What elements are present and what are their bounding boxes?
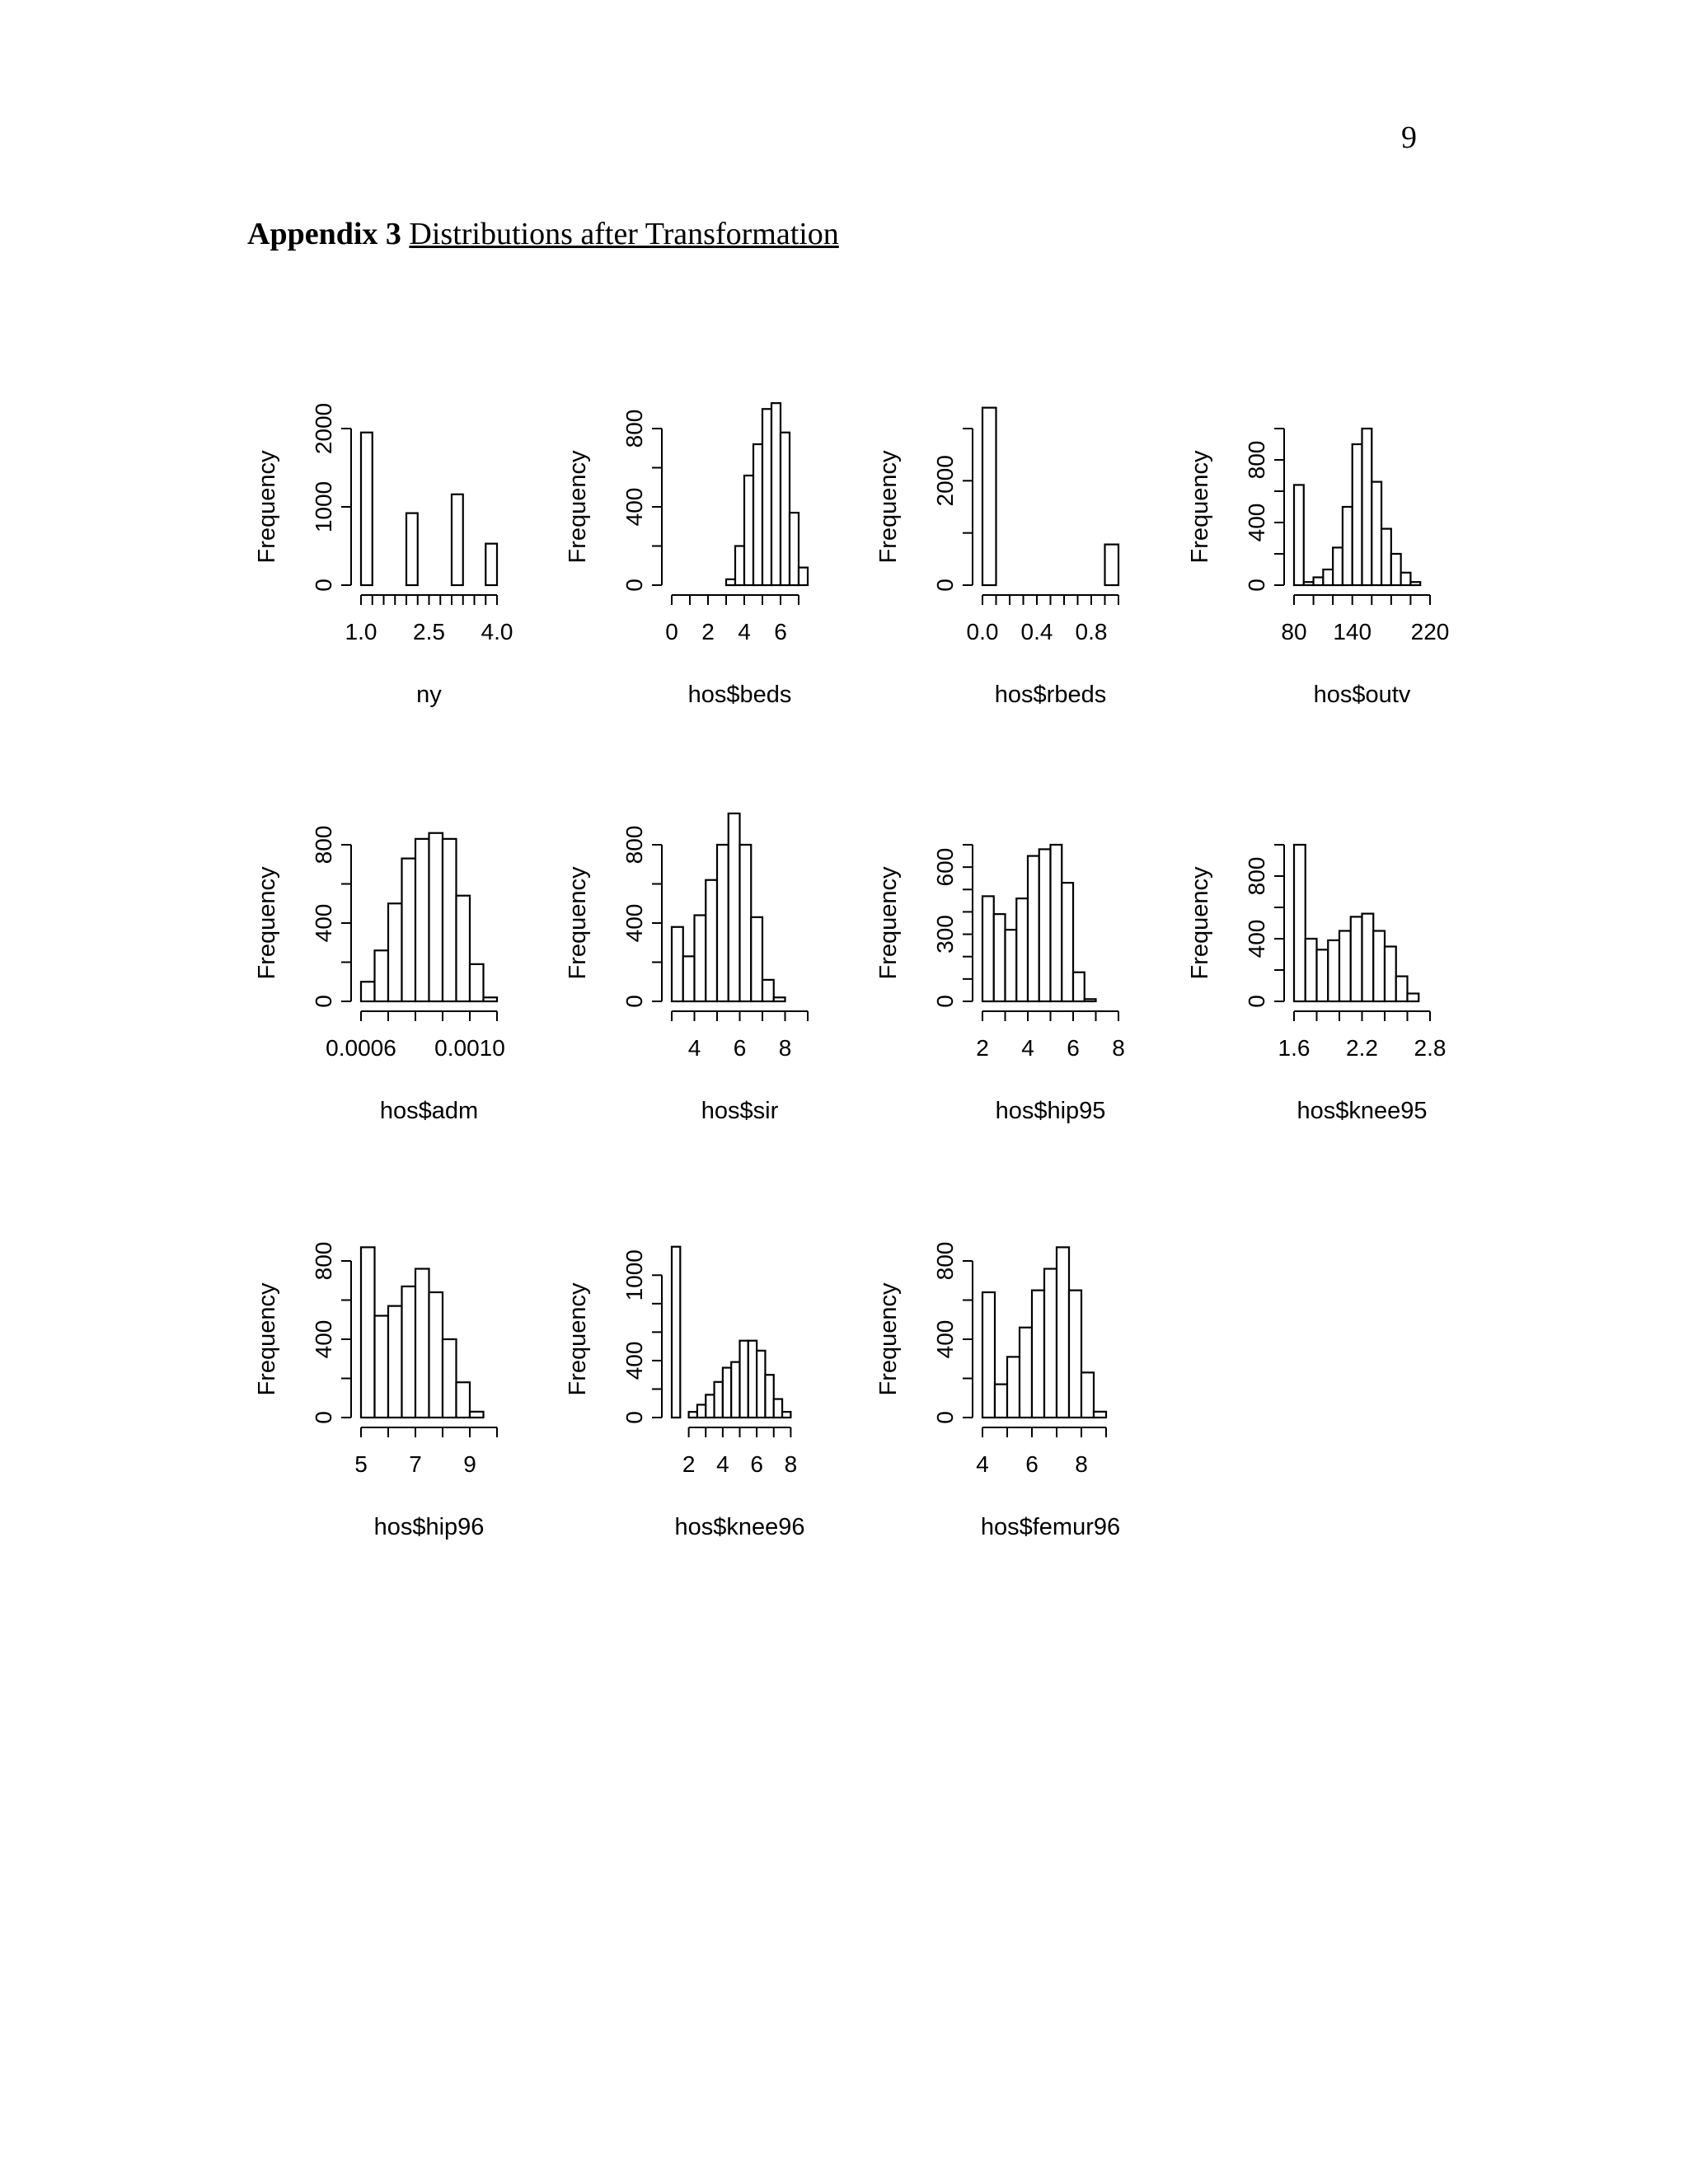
histogram-bar — [1351, 916, 1362, 1001]
x-tick-label: 220 — [1410, 619, 1450, 644]
histogram-bar — [388, 903, 402, 1001]
histogram-bar — [1085, 999, 1096, 1001]
x-axis-label: hos$femur96 — [980, 1514, 1121, 1540]
histogram-bar — [672, 927, 683, 1001]
x-tick-label: 4 — [1021, 1035, 1034, 1061]
x-tick-label: 9 — [463, 1451, 476, 1477]
y-axis-label: Frequency — [875, 450, 902, 564]
y-tick-label: 400 — [1244, 919, 1269, 958]
x-tick-label: 5 — [354, 1451, 368, 1477]
histogram-bar — [1028, 856, 1039, 1001]
histogram-bar — [415, 839, 429, 1001]
x-tick-label: 2.2 — [1346, 1035, 1378, 1061]
histogram-bar — [1391, 554, 1401, 585]
histogram-bar — [1062, 883, 1073, 1001]
histogram-bar — [765, 1375, 773, 1418]
x-tick-label: 4 — [976, 1451, 989, 1477]
x-tick-label: 2 — [976, 1035, 989, 1061]
histogram-bar — [731, 1362, 739, 1418]
y-tick-label: 0 — [932, 1411, 958, 1424]
y-tick-label: 0 — [311, 579, 336, 592]
histogram-bar — [1353, 444, 1362, 585]
histogram-8 — [254, 1242, 497, 1540]
histogram-9 — [565, 1247, 805, 1540]
y-tick-label: 800 — [621, 825, 647, 865]
y-tick-label: 0 — [1244, 579, 1269, 592]
histogram-bar — [375, 950, 389, 1001]
histogram-bar — [1410, 582, 1420, 585]
histogram-10 — [875, 1242, 1120, 1540]
y-tick-label: 0 — [932, 579, 958, 592]
histogram-bar — [995, 1385, 1007, 1418]
histogram-bar — [1294, 845, 1306, 1001]
histogram-bar — [740, 845, 752, 1001]
histogram-bar — [1333, 547, 1343, 585]
y-tick-label: 800 — [311, 825, 336, 865]
histogram-bar — [402, 1286, 416, 1418]
x-tick-label: 0 — [665, 619, 678, 644]
x-tick-label: 6 — [733, 1035, 747, 1061]
histogram-bar — [443, 839, 457, 1001]
histogram-bar — [1294, 485, 1304, 585]
x-axis-label: hos$beds — [687, 682, 792, 708]
histogram-bar — [452, 494, 463, 585]
histogram-bar — [1105, 545, 1119, 585]
x-tick-label: 0.8 — [1075, 619, 1108, 644]
histogram-bar — [706, 880, 717, 1001]
y-tick-label: 1000 — [311, 480, 336, 533]
histogram-bar — [1408, 994, 1419, 1002]
histogram-bar — [757, 1351, 765, 1418]
histogram-3 — [1187, 429, 1449, 708]
x-tick-label: 4 — [716, 1451, 729, 1477]
histogram-bar — [361, 1247, 375, 1418]
x-axis-label: ny — [416, 682, 442, 708]
histogram-bar — [1373, 931, 1385, 1002]
x-axis-label: hos$hip95 — [995, 1098, 1106, 1124]
histogram-bar — [799, 568, 808, 585]
x-axis-label: hos$knee95 — [1296, 1098, 1428, 1124]
histogram-bar — [790, 513, 799, 585]
histogram-4 — [254, 826, 505, 1124]
x-tick-label: 2 — [682, 1451, 696, 1477]
histogram-bar — [744, 476, 753, 585]
x-tick-label: 0.0 — [966, 619, 999, 644]
histogram-bar — [443, 1339, 457, 1418]
histogram-bar — [470, 1412, 484, 1418]
y-tick-label: 400 — [311, 1319, 336, 1359]
histogram-bar — [1343, 507, 1353, 585]
histogram-bar — [1304, 582, 1314, 585]
x-axis-label: hos$rbeds — [994, 682, 1107, 708]
histogram-2 — [875, 408, 1118, 708]
x-tick-label: 4.0 — [481, 619, 513, 644]
x-tick-label: 6 — [774, 619, 787, 644]
histogram-0 — [254, 403, 513, 708]
x-axis-label: hos$adm — [379, 1098, 479, 1124]
histogram-bar — [723, 1368, 731, 1418]
histogram-bar — [1007, 1357, 1020, 1418]
histogram-bar — [1317, 949, 1329, 1001]
y-tick-label: 800 — [1244, 856, 1269, 896]
histogram-bar — [457, 896, 471, 1001]
x-tick-label: 1.6 — [1278, 1035, 1311, 1061]
x-tick-label: 0.0010 — [434, 1035, 505, 1061]
histogram-bar — [1032, 1291, 1044, 1418]
histogram-bar — [1328, 940, 1339, 1001]
x-tick-label: 6 — [750, 1451, 763, 1477]
y-axis-label: Frequency — [565, 866, 591, 980]
x-axis-label: hos$outv — [1313, 682, 1411, 708]
histogram-bar — [1051, 845, 1062, 1001]
histogram-bar — [1385, 947, 1396, 1002]
y-tick-label: 0 — [1244, 995, 1269, 1008]
x-tick-label: 4 — [687, 1035, 701, 1061]
appendix-title: Distributions after Transformation — [409, 217, 839, 251]
histogram-bar — [753, 444, 762, 585]
appendix-label: Appendix 3 — [247, 217, 401, 251]
y-axis-label: Frequency — [1187, 450, 1213, 564]
histogram-bar — [1044, 1269, 1057, 1418]
y-tick-label: 0 — [621, 1411, 647, 1424]
histogram-bar — [782, 1412, 790, 1418]
y-tick-label: 800 — [1244, 440, 1269, 480]
x-tick-label: 140 — [1333, 619, 1372, 644]
histogram-bar — [994, 914, 1006, 1001]
x-tick-label: 8 — [1075, 1451, 1088, 1477]
y-axis-label: Frequency — [254, 866, 280, 980]
histogram-bar — [781, 433, 790, 585]
histogram-bar — [1362, 914, 1374, 1001]
x-tick-label: 8 — [778, 1035, 792, 1061]
y-tick-label: 0 — [621, 579, 647, 592]
y-tick-label: 400 — [621, 1341, 647, 1380]
histogram-bar — [1396, 977, 1408, 1001]
histogram-bar — [740, 1341, 748, 1418]
histogram-bar — [402, 859, 416, 1001]
y-tick-label: 600 — [932, 847, 958, 887]
y-axis-label: Frequency — [875, 866, 902, 980]
histogram-bar — [762, 980, 774, 1001]
x-tick-label: 2.8 — [1414, 1035, 1447, 1061]
histogram-bar — [361, 433, 373, 585]
histogram-bar — [726, 579, 735, 585]
histogram-bar — [361, 982, 375, 1001]
histogram-bar — [415, 1269, 429, 1418]
x-axis-label: hos$knee96 — [674, 1514, 805, 1540]
y-tick-label: 1000 — [621, 1249, 647, 1301]
y-tick-label: 400 — [621, 487, 647, 527]
histogram-1 — [565, 403, 808, 708]
histogram-bar — [982, 408, 996, 585]
x-axis-label: hos$hip96 — [373, 1514, 485, 1540]
x-tick-label: 2 — [701, 619, 715, 644]
histogram-bar — [457, 1382, 471, 1418]
y-tick-label: 2000 — [311, 402, 336, 455]
histogram-bar — [697, 1404, 706, 1418]
histogram-5 — [565, 813, 808, 1124]
histogram-bar — [1401, 573, 1411, 585]
histogram-bar — [774, 997, 785, 1001]
y-tick-label: 0 — [311, 995, 336, 1008]
y-tick-label: 800 — [311, 1241, 336, 1281]
x-tick-label: 1.0 — [345, 619, 377, 644]
histogram-7 — [1187, 845, 1446, 1124]
page-number: 9 — [1401, 120, 1417, 155]
histogram-6 — [875, 845, 1125, 1124]
histogram-bar — [735, 546, 744, 586]
histogram-bar — [715, 1382, 723, 1418]
histogram-bar — [695, 916, 706, 1002]
histogram-bar — [375, 1316, 389, 1418]
histogram-bar — [429, 833, 443, 1001]
x-axis-label: hos$sir — [701, 1098, 779, 1124]
y-tick-label: 400 — [932, 1319, 958, 1359]
x-tick-label: 4 — [738, 619, 751, 644]
histogram-bar — [406, 513, 418, 585]
y-tick-label: 800 — [621, 409, 647, 448]
y-tick-label: 0 — [932, 995, 958, 1008]
histogram-bar — [1314, 578, 1324, 586]
y-tick-label: 0 — [621, 995, 647, 1008]
histogram-bar — [683, 956, 695, 1001]
histogram-bar — [1094, 1412, 1106, 1418]
histogram-bar — [1372, 482, 1381, 585]
histogram-bar — [1020, 1328, 1032, 1418]
histogram-bar — [1306, 939, 1317, 1001]
histogram-bar — [1069, 1291, 1081, 1418]
y-tick-label: 0 — [311, 1411, 336, 1424]
histogram-bar — [470, 964, 484, 1001]
histogram-bar — [1073, 972, 1085, 1001]
x-tick-label: 0.4 — [1020, 619, 1053, 644]
histogram-bar — [429, 1292, 443, 1418]
x-tick-label: 6 — [1025, 1451, 1039, 1477]
histogram-bar — [672, 1247, 680, 1418]
histogram-bar — [774, 1399, 782, 1418]
y-axis-label: Frequency — [254, 1282, 280, 1396]
x-tick-label: 7 — [409, 1451, 422, 1477]
x-tick-label: 6 — [1067, 1035, 1080, 1061]
y-tick-label: 2000 — [932, 455, 958, 507]
histogram-bar — [485, 544, 497, 585]
histogram-bar — [771, 403, 781, 585]
y-tick-label: 800 — [932, 1241, 958, 1281]
histogram-bar — [1339, 931, 1351, 1002]
histogram-bar — [1039, 849, 1051, 1001]
histogram-bar — [982, 896, 994, 1001]
x-tick-label: 8 — [1112, 1035, 1125, 1061]
histogram-bar — [1016, 898, 1028, 1001]
y-axis-label: Frequency — [875, 1282, 902, 1396]
histogram-bar — [1057, 1247, 1069, 1418]
y-tick-label: 300 — [932, 915, 958, 954]
histogram-bar — [1381, 529, 1391, 585]
histogram-bar — [388, 1306, 402, 1418]
y-axis-label: Frequency — [1187, 866, 1213, 980]
x-tick-label: 2.5 — [413, 619, 445, 644]
histogram-bar — [717, 845, 729, 1001]
x-tick-label: 8 — [784, 1451, 798, 1477]
histogram-bar — [751, 917, 762, 1001]
y-tick-label: 400 — [311, 903, 336, 943]
histogram-bar — [706, 1394, 714, 1418]
histogram-bar — [484, 997, 498, 1001]
histogram-bar — [1323, 569, 1333, 585]
histogram-bar — [1362, 429, 1372, 585]
histogram-bar — [689, 1412, 697, 1418]
x-tick-label: 0.0006 — [326, 1035, 396, 1061]
y-axis-label: Frequency — [254, 450, 280, 564]
x-tick-label: 80 — [1281, 619, 1307, 644]
histogram-bar — [1081, 1372, 1094, 1418]
y-axis-label: Frequency — [565, 450, 591, 564]
histogram-bar — [729, 813, 740, 1001]
histogram-bar — [982, 1292, 995, 1418]
histogram-bar — [1006, 930, 1017, 1001]
histogram-bar — [762, 409, 771, 585]
histogram-bar — [748, 1341, 757, 1418]
y-tick-label: 400 — [1244, 503, 1269, 542]
y-tick-label: 400 — [621, 903, 647, 943]
y-axis-label: Frequency — [565, 1282, 591, 1396]
